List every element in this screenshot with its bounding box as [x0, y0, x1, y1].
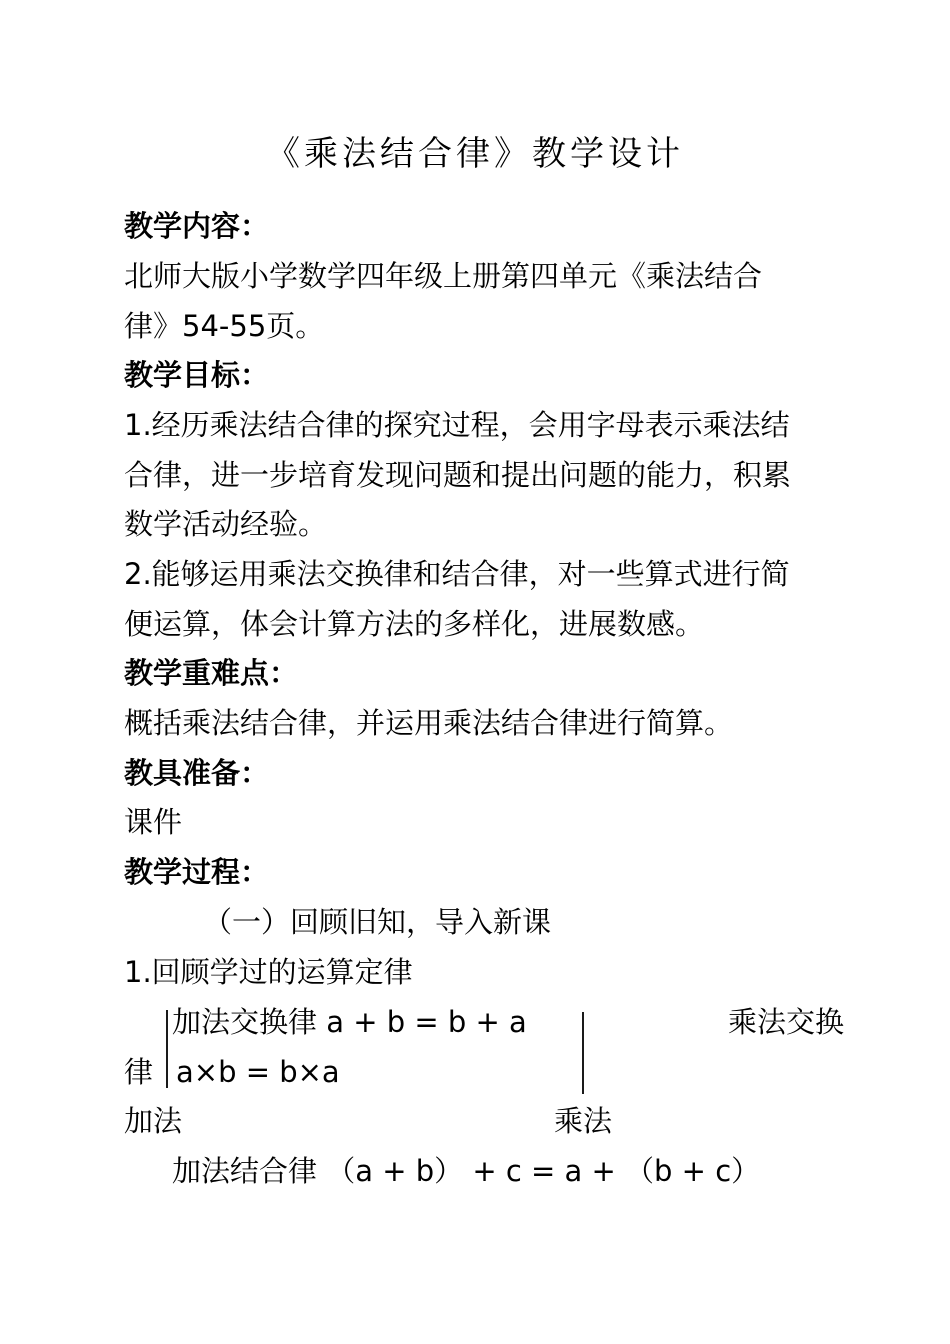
process-heading: 教学过程：: [124, 855, 270, 889]
review-heading: 1.回顾学过的运算定律: [124, 955, 413, 989]
goal1-line2: 合律，进一步培育发现问题和提出问题的能力，积累: [124, 458, 792, 492]
tools-heading: 教具准备：: [124, 756, 270, 790]
goal2-line2: 便运算，体会计算方法的多样化，进展数感。: [124, 607, 705, 641]
content-text-line1: 北师大版小学数学四年级上册第四单元《乘法结合: [124, 259, 763, 293]
right-brace: [582, 1012, 594, 1094]
multiplication-commutative-label-end: 律: [124, 1055, 154, 1089]
goals-heading: 教学目标：: [124, 358, 270, 392]
addition-commutative-law: 加法交换律 a + b = b + a: [172, 1005, 527, 1039]
multiplication-commutative-formula: a×b = b×a: [176, 1055, 340, 1089]
multiplication-label: 乘法: [554, 1104, 613, 1138]
left-brace: [166, 1010, 178, 1088]
goal1-line3: 数学活动经验。: [124, 507, 328, 541]
content-heading: 教学内容：: [124, 209, 270, 243]
goal2-line1: 2.能够运用乘法交换律和结合律，对一些算式进行简: [124, 557, 790, 591]
tools-text: 课件: [124, 805, 183, 839]
key-points-heading: 教学重难点：: [124, 656, 299, 690]
content-text-line2: 律》54-55页。: [124, 309, 325, 343]
document-title: 《乘法结合律》教学设计: [266, 134, 684, 174]
process-step-1: （一）回顾旧知，导入新课: [203, 905, 552, 939]
addition-label: 加法: [124, 1104, 183, 1138]
goal1-line1: 1.经历乘法结合律的探究过程，会用字母表示乘法结: [124, 408, 790, 442]
addition-associative-law: 加法结合律 （a + b） + c = a + （b + c）: [172, 1154, 761, 1188]
multiplication-commutative-label: 乘法交换: [728, 1005, 845, 1039]
key-points-text: 概括乘法结合律，并运用乘法结合律进行简算。: [124, 706, 734, 740]
